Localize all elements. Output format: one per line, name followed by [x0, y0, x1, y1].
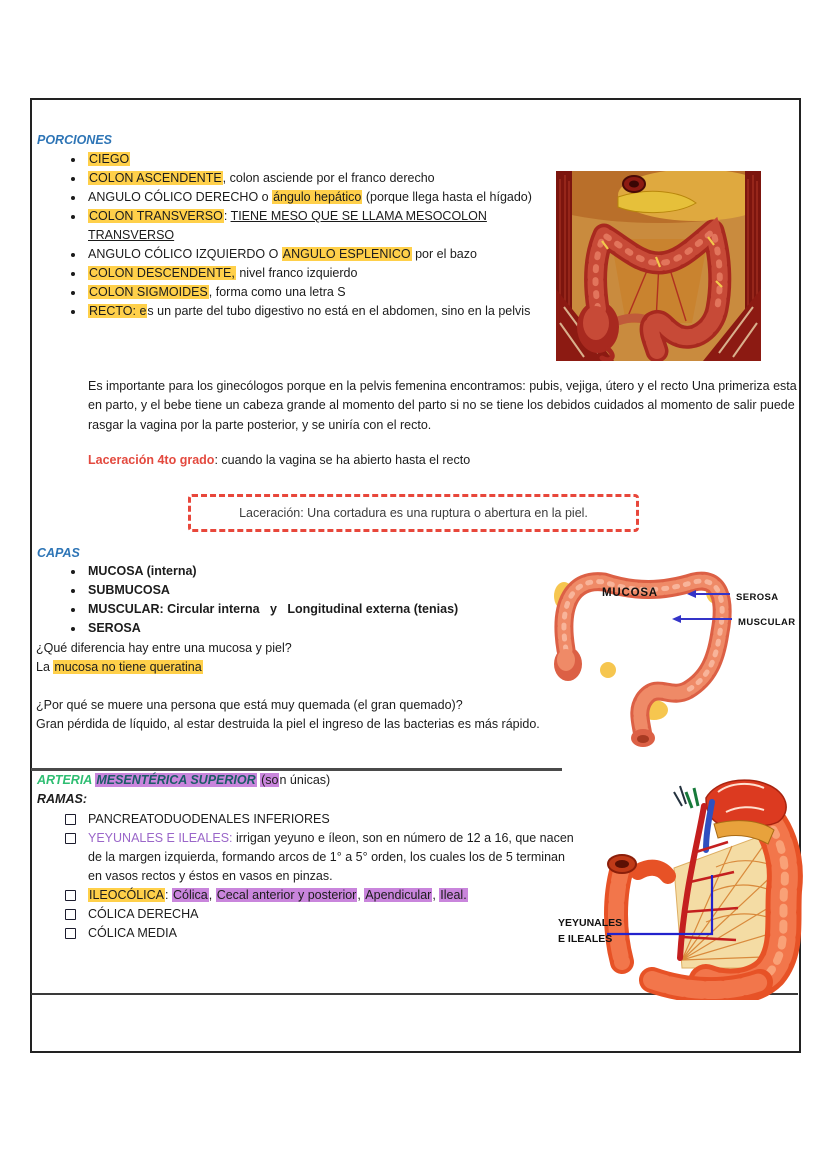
- bullet-text: [88, 247, 477, 261]
- bullet-icon: [71, 627, 75, 631]
- text-segment: TIENE MESO QUE SE LLAMA MESOCOLON TRANSVERSO: [88, 209, 487, 242]
- list-item: [64, 188, 564, 207]
- porciones-heading: PORCIONES: [37, 133, 113, 147]
- text-segment: Cólica: [172, 888, 208, 902]
- bullet-icon: [71, 177, 75, 181]
- bullet-text: [88, 209, 487, 242]
- laceracion-note-box: [188, 494, 639, 532]
- mucosa-label: MUCOSA: [602, 587, 658, 599]
- serosa-label: SEROSA: [736, 592, 779, 603]
- text-segment: ,: [432, 888, 440, 902]
- yeyunales-label-line1: YEYUNALES: [558, 917, 623, 929]
- checklist-item: [62, 886, 580, 905]
- text-segment: :: [223, 209, 231, 223]
- list-item: [64, 169, 564, 188]
- text-segment: Apendicular: [365, 888, 432, 902]
- text-segment: YEYUNALES E ILEALES:: [88, 831, 233, 845]
- text-segment: ,: [208, 888, 216, 902]
- text-segment: COLON ASCENDENTE: [89, 171, 222, 185]
- bullet-text: SUBMUCOSA: [88, 583, 170, 597]
- capas-question-2: ¿Por qué se muere una persona que está muy quemada (el gran quemado)?: [36, 698, 463, 712]
- checklist-item: [62, 905, 580, 924]
- list-item: [64, 562, 554, 581]
- capas-heading: CAPAS: [37, 546, 80, 560]
- text-segment: CIEGO: [89, 152, 130, 166]
- bullet-icon: [71, 589, 75, 593]
- arteria-heading: [37, 771, 330, 790]
- text-segment: ARTERIA: [37, 773, 96, 787]
- bullet-text: [88, 266, 357, 280]
- colon-layers-illustration: [546, 552, 806, 752]
- checklist-item: [62, 810, 580, 829]
- text-segment: ángulo hepático: [273, 190, 362, 204]
- text-segment: CÓLICA MEDIA: [88, 926, 177, 940]
- text-segment: CÓLICA DERECHA: [88, 907, 199, 921]
- checkbox-icon: [65, 909, 76, 920]
- text-segment: MESENTÉRICA SUPERIOR: [96, 773, 256, 787]
- bullet-icon: [71, 291, 75, 295]
- text-segment: (so: [261, 773, 279, 787]
- text-segment: ANGULO ESPLENICO: [282, 247, 411, 261]
- text-segment: Laceración 4to grado: [88, 453, 215, 467]
- text-segment: RECTO: e: [89, 304, 147, 318]
- text-segment: COLON SIGMOIDES: [89, 285, 208, 299]
- list-item: [64, 581, 554, 600]
- bullet-text: [88, 190, 532, 204]
- list-item: [64, 600, 554, 619]
- bullet-icon: [71, 310, 75, 314]
- text-segment: , colon asciende por el franco derecho: [222, 171, 435, 185]
- mesenteric-artery-svg: [556, 772, 820, 1000]
- text-segment: COLON DESCENDENTE,: [89, 266, 235, 280]
- yeyunales-label-line2: E ILEALES: [558, 933, 613, 945]
- colon-abdomen-svg: [556, 171, 761, 361]
- text-segment: PANCREATODUODENALES INFERIORES: [88, 812, 330, 826]
- list-item: [64, 264, 564, 283]
- checklist-text: [88, 812, 330, 826]
- text-segment: ANGULO CÓLICO DERECHO o: [88, 190, 273, 204]
- checkbox-icon: [65, 890, 76, 901]
- bullet-text: [88, 304, 530, 318]
- text-segment: (porque llega hasta el hígado): [362, 190, 532, 204]
- list-item: [64, 619, 554, 638]
- checklist-text: [88, 926, 177, 940]
- text-segment: , forma como una letra S: [208, 285, 346, 299]
- bullet-icon: [71, 158, 75, 162]
- colon-layers-svg: [546, 552, 806, 752]
- ramas-label: RAMAS:: [37, 792, 87, 806]
- checklist-text: [88, 831, 574, 883]
- bullet-icon: [71, 272, 75, 276]
- capas-list: [64, 562, 554, 638]
- muscular-label: MUSCULAR: [738, 617, 796, 628]
- list-item: [64, 283, 564, 302]
- text-segment: ILEOCÓLICA: [89, 888, 165, 902]
- text-segment: COLON TRANSVERSO: [89, 209, 223, 223]
- capas-question-1: ¿Qué diferencia hay entre una mucosa y piel?: [36, 641, 292, 655]
- bullet-text: MUCOSA (interna): [88, 564, 197, 578]
- bullet-text: [88, 171, 435, 185]
- checklist-item: [62, 924, 580, 943]
- laceracion-definition-line: [88, 451, 470, 470]
- checkbox-icon: [65, 928, 76, 939]
- text-segment: irrigan yeyuno e íleon, son en número de 12 a 16, que nacen de la margen izquierda, formando arcos de 1° a 5° orden, los cuales los de 5 terminan en vasos rectos y éstos en vasos en pinzas.: [88, 831, 574, 883]
- list-item: [64, 302, 564, 321]
- bullet-text: [88, 285, 346, 299]
- bullet-icon: [71, 608, 75, 612]
- capas-answer-2: Gran pérdida de líquido, al estar destruida la piel el ingreso de las bacterias es más rápido.: [36, 717, 540, 731]
- text-segment: ANGULO CÓLICO IZQUIERDO O: [88, 247, 282, 261]
- text-segment: por el bazo: [411, 247, 477, 261]
- text-segment: mucosa no tiene queratina: [54, 660, 202, 674]
- mesenteric-artery-illustration: [556, 772, 820, 1000]
- checklist-text: [88, 907, 198, 921]
- colon-abdomen-illustration: [556, 171, 761, 361]
- list-item: [64, 150, 564, 169]
- checkbox-icon: [65, 833, 76, 844]
- list-item: [64, 207, 564, 245]
- text-segment: ,: [357, 888, 365, 902]
- text-segment: : cuando la vagina se ha abierto hasta el recto: [214, 453, 471, 467]
- text-segment: :: [165, 888, 172, 902]
- checklist-item: [62, 829, 580, 886]
- text-segment: nivel franco izquierdo: [235, 266, 358, 280]
- bullet-icon: [71, 215, 75, 219]
- bullet-icon: [71, 570, 75, 574]
- bullet-icon: [71, 196, 75, 200]
- text-segment: Ileal.: [440, 888, 467, 902]
- list-item: [64, 245, 564, 264]
- porciones-list: [64, 150, 564, 321]
- intro-paragraph: Es importante para los ginecólogos porque en la pelvis femenina encontramos: pubis, vejiga, útero y el recto Una primeriza esta en parto, y el bebe tiene un cabeza grande al momento del parto si no se tiene los debidos cuidados al momento de salir puede rasgar la vagina por la parte posterior, y se uniría con el recto.: [88, 379, 797, 432]
- checklist-text: [88, 888, 468, 902]
- text-segment: n únicas): [279, 773, 331, 787]
- bullet-text: MUSCULAR: Circular interna y Longitudinal externa (tenias): [88, 602, 459, 616]
- text-segment: s un parte del tubo digestivo no está en el abdomen, sino en la pelvis: [147, 304, 531, 318]
- text-segment: La: [36, 660, 54, 674]
- checkbox-icon: [65, 814, 76, 825]
- bullet-icon: [71, 253, 75, 257]
- bullet-text: [88, 152, 130, 166]
- text-segment: Cecal anterior y posterior: [216, 888, 357, 902]
- bullet-text: SEROSA: [88, 621, 141, 635]
- capas-answer-1: [36, 658, 203, 677]
- note-box-text: Laceración: Una cortadura es una ruptura o abertura en la piel.: [239, 505, 588, 520]
- ramas-checklist: [62, 810, 580, 943]
